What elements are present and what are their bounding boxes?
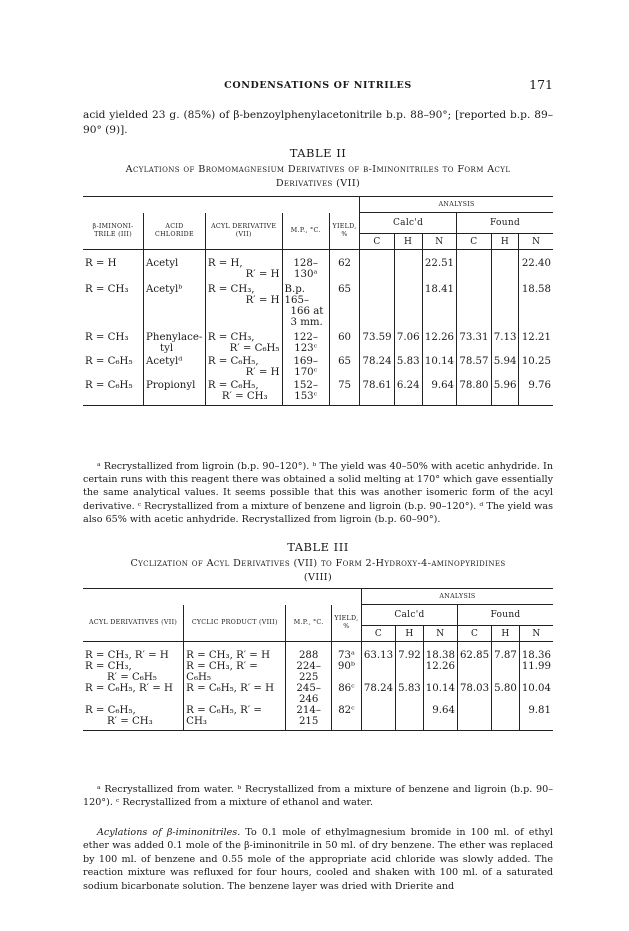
table2-cell-derivative-line2: R′ = H	[245, 366, 280, 378]
table2-cell-mp-line2: 166 at	[290, 305, 324, 317]
table2-cell-derivative	[205, 284, 282, 328]
table2-header-acyl-derivative: ACYL DERIVATIVE (VII)	[205, 213, 282, 250]
table3-cell-found-c: 62.85	[457, 650, 491, 661]
table3-header-calc-n: N	[423, 626, 457, 642]
table2-cell-mp: 169–170ᶜ	[282, 356, 329, 378]
table2-header-found-c: C	[457, 234, 491, 250]
table2-cell-derivative-line1: R = C₆H₅,	[207, 355, 259, 367]
table2-header-calc-h: H	[394, 234, 422, 250]
table2-cell-calc-h: 5.83	[394, 356, 422, 378]
table3-cell-calc-n: 10.14	[423, 683, 457, 705]
table2-footnotes	[83, 460, 553, 526]
table2-cell-chloride: Acetylᵇ	[144, 284, 206, 328]
table-row	[83, 661, 553, 683]
table2-header-found-h: H	[491, 234, 519, 250]
table2-cell-chloride: Acetylᵈ	[144, 356, 206, 378]
table2-cell-calc-n: 10.14	[422, 356, 456, 378]
procedure-paragraph	[83, 826, 553, 893]
table2-cell-found-h: 5.96	[491, 380, 519, 406]
table3-cell-mp: 245–246	[286, 683, 332, 705]
table3-cell-yield: 90ᵇ	[331, 661, 361, 683]
table3-cell-mp: 214–215	[286, 705, 332, 731]
table2-cell-found-n: 9.76	[519, 380, 553, 406]
table3-cell-acyl: R = CH₃, R′ = H	[85, 649, 169, 661]
table3-cell-acyl-line2: R′ = CH₃	[107, 715, 153, 727]
table3-header-found-n: N	[519, 626, 553, 642]
table2-cell-calc-h: 7.06	[394, 332, 422, 354]
table2-cell-found-h	[491, 284, 519, 328]
table3-cell-found-h	[492, 705, 520, 731]
table2-cell-chloride	[144, 332, 206, 354]
table-row	[83, 683, 553, 705]
table3-cell-calc-n: 9.64	[423, 705, 457, 731]
running-head	[83, 77, 553, 93]
table3-caption-line1: Cyclization of Acyl Derivatives (VII) to Form 2-Hydroxy-4-aminopyridines	[130, 558, 506, 569]
table3-cell-calc-h	[396, 661, 424, 683]
table2-cell-derivative-line1: R = CH₃,	[207, 331, 255, 343]
table2-caption	[83, 163, 553, 191]
table3-cell-yield: 82ᶜ	[331, 705, 361, 731]
page-number: 171	[529, 77, 553, 92]
table2-cell-derivative-line1: R = C₆H₅,	[207, 379, 259, 391]
table2-cell-found-n: 18.58	[519, 284, 553, 328]
table3-header-yield: YIELD, %	[331, 605, 361, 642]
table2-cell-found-n: 22.40	[519, 258, 553, 280]
table2-cell-yield: 65	[329, 284, 359, 328]
table3-cell-found-n: 18.36	[519, 650, 553, 661]
table2-cell-chloride: Propionyl	[144, 380, 206, 406]
table2-cell-calc-n: 12.26	[422, 332, 456, 354]
table3-cell-acyl	[83, 661, 184, 683]
table3-cell-acyl: R = C₆H₅, R′ = H	[85, 682, 173, 694]
table2-header-calcd: Calc'd	[360, 213, 457, 234]
table2-cell-mp: 128–130ᵃ	[282, 258, 329, 280]
table2-cell-calc-n: 22.51	[422, 258, 456, 280]
table3-cell-found-h	[492, 661, 520, 683]
table3-cell-yield: 86ᶜ	[331, 683, 361, 705]
table2-header-acid-chloride: ACID CHLORIDE	[144, 213, 206, 250]
table2-caption-line2: Derivatives (VII)	[275, 178, 361, 189]
table3-cell-calc-c: 78.24	[361, 683, 395, 705]
table2-header-calc-c: C	[360, 234, 394, 250]
table-row	[83, 258, 553, 280]
table2-cell-found-h	[491, 258, 519, 280]
table2-cell-calc-c: 78.61	[360, 380, 394, 406]
table3-header-calc-c: C	[361, 626, 395, 642]
table-row	[83, 705, 553, 731]
table3-cell-acyl-line2: R′ = C₆H₅	[107, 671, 157, 683]
table2-cell-found-c: 73.31	[457, 332, 491, 354]
table2-cell-yield: 60	[329, 332, 359, 354]
table3-cell-found-h: 5.80	[492, 683, 520, 705]
table2-cell-calc-c	[360, 284, 394, 328]
table2-cell-derivative-line1: R = CH₃,	[207, 283, 255, 295]
table3-cell-calc-c: 63.13	[361, 650, 395, 661]
table2-cell-derivative-line2: R′ = CH₃	[221, 390, 268, 402]
table3-cell-product: R = C₆H₅, R′ = H	[184, 683, 286, 705]
table2-cell-nitrile: R = C₆H₅	[83, 380, 144, 406]
table2-header-mp: M.P., °C.	[282, 213, 329, 250]
table3-cell-acyl-line1: R = C₆H₅,	[85, 704, 136, 716]
table2-cell-mp: 122–123ᶜ	[282, 332, 329, 354]
table3	[83, 588, 553, 731]
table3-cell-calc-c	[361, 705, 395, 731]
table2-header-found: Found	[457, 213, 553, 234]
table3-cell-found-h: 7.87	[492, 650, 520, 661]
table3-cell-yield: 73ᵃ	[331, 650, 361, 661]
table2-cell-mp-line3: 3 mm.	[290, 316, 323, 328]
table3-header-calc-h: H	[396, 626, 424, 642]
table3-cell-calc-n: 18.38	[423, 650, 457, 661]
table3-cell-calc-h: 5.83	[396, 683, 424, 705]
table2-cell-derivative	[205, 332, 282, 354]
table3-cell-product: R = CH₃, R′ = H	[184, 650, 286, 661]
table2-cell-nitrile: R = H	[85, 257, 117, 269]
table2-cell-nitrile: R = CH₃	[85, 283, 129, 295]
table3-caption	[83, 557, 553, 585]
table3-cell-mp: 224–225	[286, 661, 332, 683]
table3-cell-found-n: 10.04	[519, 683, 553, 705]
table3-cell-calc-n: 12.26	[423, 661, 457, 683]
table2-cell-calc-n: 18.41	[422, 284, 456, 328]
table2-cell-derivative-line2: R′ = H	[245, 294, 280, 306]
table2-cell-calc-h: 6.24	[394, 380, 422, 406]
table2	[83, 196, 553, 406]
running-title: CONDENSATIONS OF NITRILES	[224, 80, 412, 91]
table3-caption-line2: (VIII)	[303, 572, 333, 583]
table-row	[83, 332, 553, 354]
table-row	[83, 380, 553, 406]
table-row	[83, 284, 553, 328]
table2-cell-yield: 75	[329, 380, 359, 406]
table2-header-iminonitrile: β-IMINONI-TRILE (III)	[83, 213, 144, 250]
table2-header-analysis: ANALYSIS	[360, 197, 553, 213]
table2-cell-mp: 152–153ᶜ	[282, 380, 329, 406]
table2-header-calc-n: N	[422, 234, 456, 250]
intro-paragraph: acid yielded 23 g. (85%) of β-benzoylphenylacetonitrile b.p. 88–90°; [reported b.p. 89–90° (9)].	[83, 109, 553, 136]
table2-cell-derivative	[205, 356, 282, 378]
table2-cell-found-c	[457, 258, 491, 280]
table2-cell-chloride-line2: tyl	[160, 342, 174, 354]
table3-label: TABLE III	[287, 540, 349, 554]
table3-header-found-h: H	[492, 626, 520, 642]
table2-cell-derivative-line2: R′ = C₆H₅	[229, 342, 280, 354]
table2-cell-found-c	[457, 284, 491, 328]
table3-cell-mp: 288	[286, 650, 332, 661]
procedure-text: To 0.1 mole of ethylmagnesium bromide in 100 ml. of ethyl ether was added 0.1 mole of the β-iminonitrile in 50 ml. of dry benzene. The ether was replaced by 100 ml. of benzene and 0.55 mole of the appropriate acid chloride was slowly added. The reaction mixture was refluxed for four hours, cooled and shaken with 100 ml. of a saturated sodium bicarbonate solution. The benzene layer was dried with Drierite and	[83, 827, 553, 892]
table2-cell-derivative-line1: R = H,	[207, 257, 243, 269]
table2-header-yield: YIELD, %	[329, 213, 359, 250]
table2-cell-calc-c: 73.59	[360, 332, 394, 354]
table2-cell-nitrile: R = C₆H₅	[85, 355, 133, 367]
table3-header-mp: M.P., °C.	[286, 605, 332, 642]
table2-cell-nitrile: R = CH₃	[85, 331, 129, 343]
table3-cell-calc-h: 7.92	[396, 650, 424, 661]
table2-cell-calc-c: 78.24	[360, 356, 394, 378]
table2-cell-found-n: 12.21	[519, 332, 553, 354]
table3-cell-product: R = C₆H₅, R′ = CH₃	[184, 705, 286, 731]
table3-cell-calc-c	[361, 661, 395, 683]
table2-footnotes-text: ᵃ Recrystallized from ligroin (b.p. 90–120°). ᵇ The yield was 40–50% with acetic anhydride. In certain runs with this reagent there was obtained a solid melting at 170° which gave essentially the same analytical values. It seems possible that this was another isomeric form of the acyl derivative. ᶜ Recrystallized from a mixture of benzene and ligroin (b.p. 90–120°). ᵈ The yield was also 65% with acetic anhydride. Recrystallized from ligroin (b.p. 60–90°).	[83, 461, 553, 525]
table-row	[83, 356, 553, 378]
table2-cell-mp	[282, 284, 329, 328]
table3-header-found-c: C	[457, 626, 491, 642]
table2-caption-line1: Acylations of Bromomagnesium Derivatives of β-Iminonitriles to Form Acyl	[125, 164, 511, 175]
table2-cell-derivative	[205, 258, 282, 280]
table2-cell-derivative	[205, 380, 282, 406]
table2-cell-mp-line1: B.p. 165–	[284, 283, 310, 306]
table2-cell-yield: 62	[329, 258, 359, 280]
table3-cell-found-c: 78.03	[457, 683, 491, 705]
table3-cell-found-n: 11.99	[519, 661, 553, 683]
table2-header-found-n: N	[519, 234, 553, 250]
table3-cell-found-n: 9.81	[519, 705, 553, 731]
table3-header-analysis: ANALYSIS	[361, 589, 553, 605]
table2-cell-found-n: 10.25	[519, 356, 553, 378]
table2-cell-yield: 65	[329, 356, 359, 378]
table2-cell-derivative-line2: R′ = H	[245, 268, 280, 280]
table-row	[83, 650, 553, 661]
table3-cell-acyl	[83, 705, 184, 731]
table3-header-cyclic-product: CYCLIC PRODUCT (VIII)	[184, 605, 286, 642]
table3-header-acyl-derivatives: ACYL DERIVATIVES (VII)	[83, 605, 184, 642]
table2-cell-calc-h	[394, 258, 422, 280]
table3-cell-acyl-line1: R = CH₃,	[85, 660, 132, 672]
table2-cell-calc-c	[360, 258, 394, 280]
table3-header-calcd: Calc'd	[361, 605, 457, 626]
table3-cell-product: R = CH₃, R′ = C₆H₅	[184, 661, 286, 683]
table2-cell-found-c: 78.57	[457, 356, 491, 378]
table3-header-found: Found	[457, 605, 553, 626]
table3-footnotes	[83, 783, 553, 809]
table3-cell-found-c	[457, 661, 491, 683]
table2-cell-found-c: 78.80	[457, 380, 491, 406]
table3-footnotes-text: ᵃ Recrystallized from water. ᵇ Recrystallized from a mixture of benzene and ligroin (b.p. 90–120°). ᶜ Recrystallized from a mixture of ethanol and water.	[83, 784, 553, 809]
table3-cell-found-c	[457, 705, 491, 731]
table2-label: TABLE II	[289, 146, 347, 160]
table2-cell-calc-n: 9.64	[422, 380, 456, 406]
table2-cell-chloride-line1: Phenylace-	[146, 331, 203, 343]
table2-cell-found-h: 5.94	[491, 356, 519, 378]
table2-cell-chloride: Acetyl	[144, 258, 206, 280]
table2-cell-found-h: 7.13	[491, 332, 519, 354]
table2-cell-calc-h	[394, 284, 422, 328]
procedure-heading: Acylations of β-iminonitriles.	[97, 827, 241, 838]
table3-cell-calc-h	[396, 705, 424, 731]
